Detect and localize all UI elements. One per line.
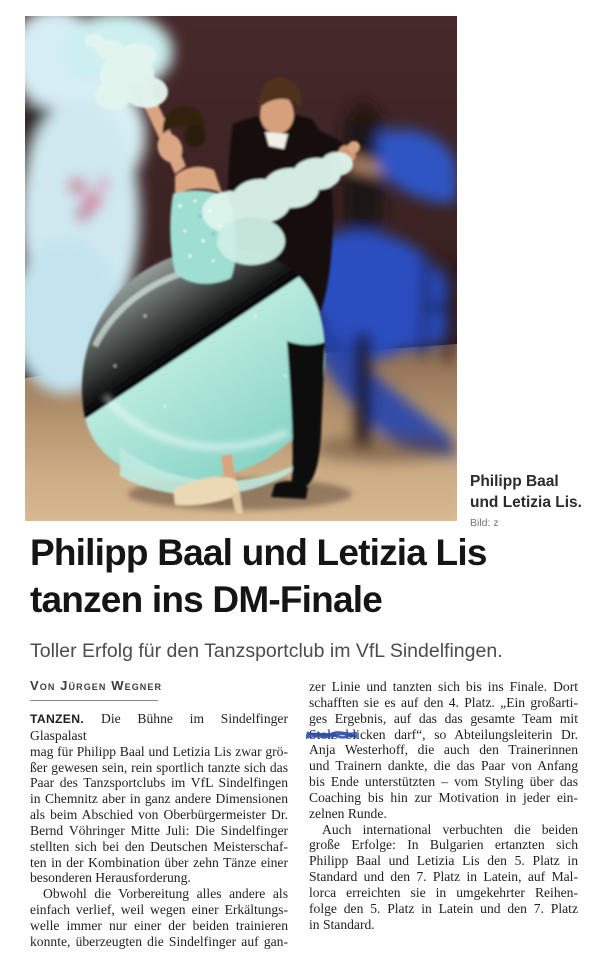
headline-line-2: tanzen ins DM-Finale: [30, 579, 382, 620]
body-text-line: Coaching bis hin zur Motivation in jeder ein-: [309, 789, 578, 805]
body-text-line: zer Linie und tanzten sich bis ins Finale. Dort: [309, 679, 578, 694]
body-text-line: schafften sie es auf den 4. Platz. „Ein großarti-: [309, 694, 578, 710]
body-text-line: mag für Philipp Baal und Letizia Lis zwar grö-: [30, 743, 288, 759]
body-text-line: bis Ende unterstützten – vom Styling über das: [309, 774, 578, 790]
body-text-line: konnte, überzeugten die Sindelfinger auf gan-: [30, 933, 288, 949]
paragraph: [30, 886, 288, 949]
paragraph: [30, 711, 288, 886]
body-text-line: Obwohl die Vorbereitung alles andere als: [43, 886, 288, 902]
ballroom-dancers-image: [25, 16, 457, 521]
body-text-line: ges Ergebnis, auf das das gesamte Team mit: [309, 710, 578, 726]
body-text-line: und Trainern dankte, die das Paar von Anfang: [309, 758, 578, 774]
paragraph: [309, 679, 578, 822]
body-column-right: [309, 679, 578, 933]
article-photo: [25, 16, 457, 521]
body-text-line: lorca erreichten sie in umgekehrter Reihen-: [309, 884, 578, 900]
paragraph-lead-in: TANZEN.: [30, 712, 102, 726]
body-text-line: Philipp Baal und Letizia Lis den 5. Platz in: [309, 853, 578, 869]
body-column-left: [30, 711, 288, 950]
photo-credit: Bild: z: [470, 517, 499, 529]
body-text-line: stellten sich bei den Deutschen Meisterschaf-: [30, 838, 288, 854]
body-text-line: in Standard.: [309, 916, 375, 932]
body-text-line: Bernd Vöhringer Mitte Juli: Die Sindelfinger: [30, 822, 288, 838]
byline-rule: [30, 700, 158, 701]
article-byline: Von Jürgen Wegner: [30, 678, 163, 693]
body-text-line: ten in der Kombination über zehn Tänze einer: [30, 854, 288, 870]
body-text-line: einfach verlief, weil wegen einer Erkältungs-: [30, 902, 288, 918]
body-text-line: Auch international verbuchten die beiden: [322, 821, 578, 837]
body-text-line: als beim Abschied von Oberbürgermeister Dr.: [30, 807, 288, 823]
caption-line: und Letizia Lis.: [470, 494, 582, 511]
body-text-line: zelnen Runde.: [309, 805, 387, 821]
body-text-line: in Chemnitz aber in ganz andere Dimensionen: [30, 791, 288, 807]
headline-line-1: Philipp Baal und Letizia Lis: [30, 532, 487, 573]
body-text-line: Stolz b licken darf“, so Abteilungsleiterin Dr.: [309, 727, 578, 743]
article-headline: [30, 529, 578, 623]
body-text-line: TANZEN. Die Bühne im Sindelfinger Glaspalast: [30, 711, 288, 743]
pen-scribble-annotation: Stolz b: [309, 727, 352, 742]
body-text-line: große Erfolge: In Bulgarien ertanzten sich: [309, 837, 578, 853]
body-text-line: Anja Westerhoff, die auch den Trainerinnen: [309, 742, 578, 758]
body-text-line: Standard und den 7. Platz in Latein, auf Mal-: [309, 869, 578, 885]
body-text-line: Paar des Tanzsportclubs im VfL Sindelfingen: [30, 775, 288, 791]
body-text-line: welle immer nur einer der beiden trainieren: [30, 917, 288, 933]
body-text-line: besonderen Herausforderung.: [30, 870, 191, 886]
scribble-strokes: [306, 728, 357, 741]
body-text-line: ßer gewesen sein, rein sportlich tanzte sich das: [30, 759, 288, 775]
paragraph: [309, 822, 578, 933]
body-text-line: folge den 5. Platz in Latein und den 7. Platz: [309, 900, 578, 916]
article-subheadline: Toller Erfolg für den Tanzsportclub im VfL Sindelfingen.: [30, 640, 503, 662]
photo-caption: [470, 471, 590, 529]
caption-line: Philipp Baal: [470, 473, 559, 490]
